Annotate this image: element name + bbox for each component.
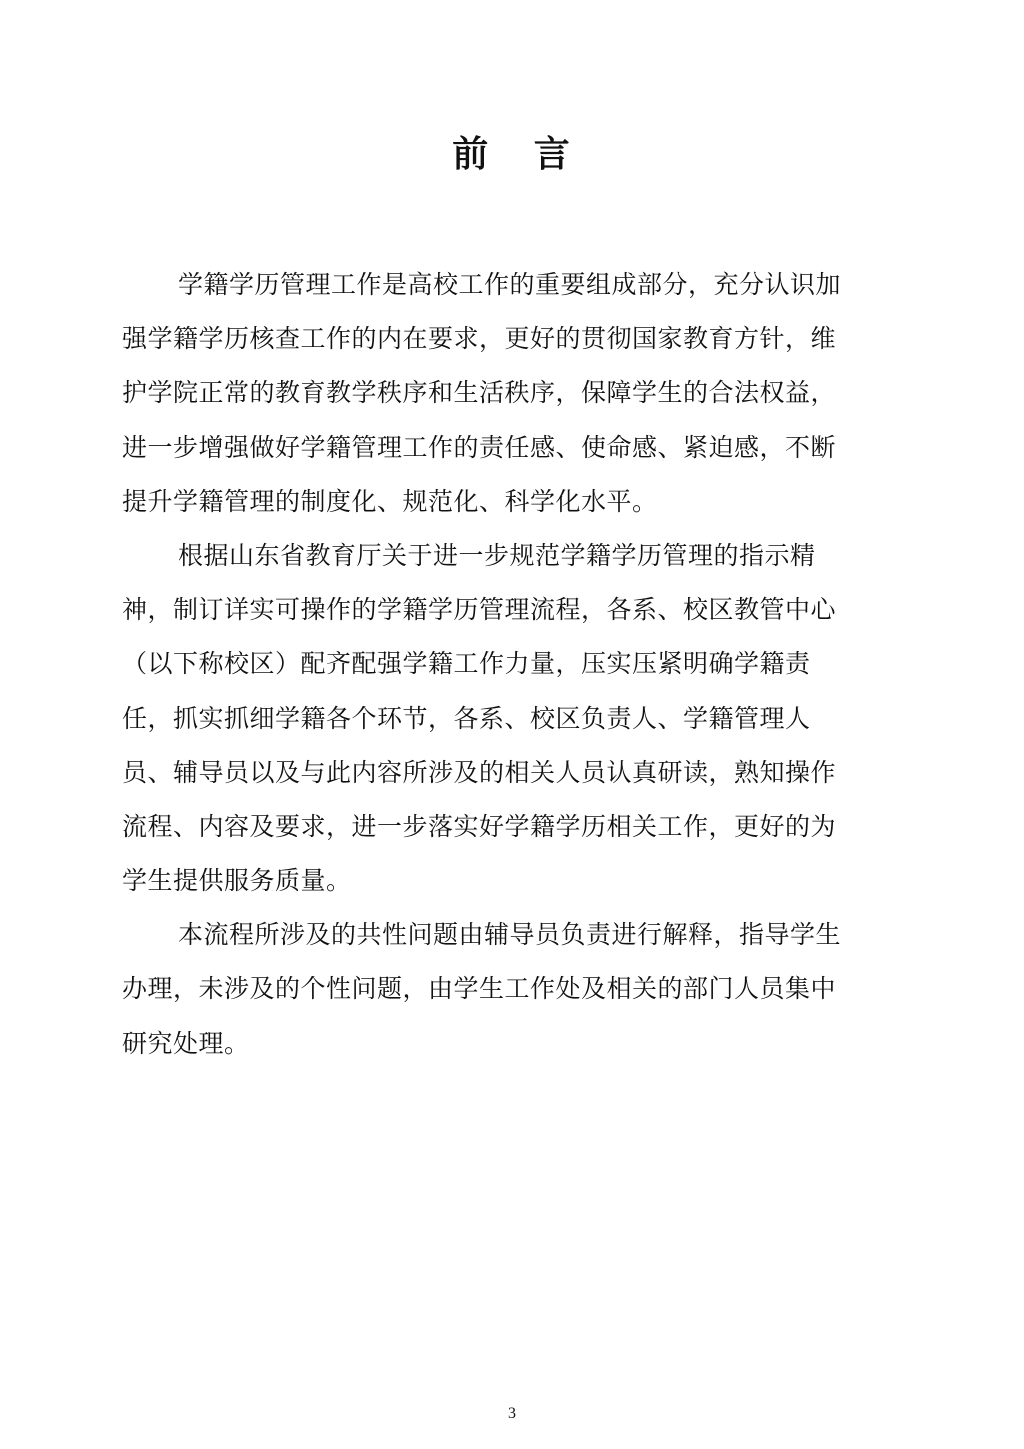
paragraph-2-line-6: 流程、内容及要求，进一步落实好学籍学历相关工作，更好的为 xyxy=(122,811,837,841)
paragraph-1-line-2: 强学籍学历核查工作的内在要求，更好的贯彻国家教育方针，维 xyxy=(122,324,837,354)
paragraph-2-line-1: 根据山东省教育厅关于进一步规范学籍学历管理的指示精 xyxy=(178,540,816,570)
page-number: 3 xyxy=(508,1405,516,1422)
paragraph-2-line-2: 神，制订详实可操作的学籍学历管理流程，各系、校区教管中心 xyxy=(122,595,837,625)
paragraph-3-line-3: 研究处理。 xyxy=(122,1028,250,1058)
paragraph-2-line-3: （以下称校区）配齐配强学籍工作力量，压实压紧明确学籍责 xyxy=(122,649,811,679)
paragraph-1-line-1: 学籍学历管理工作是高校工作的重要组成部分，充分认识加 xyxy=(178,270,842,299)
paragraph-3-line-2: 办理，未涉及的个性问题，由学生工作处及相关的部门人员集中 xyxy=(122,974,837,1004)
paragraph-2-line-7: 学生提供服务质量。 xyxy=(122,866,352,896)
paragraph-2-line-5: 员、辅导员以及与此内容所涉及的相关人员认真研读，熟知操作 xyxy=(122,757,837,787)
document-body xyxy=(122,258,902,1071)
paragraph-2-line-4: 任，抓实抓细学籍各个环节，各系、校区负责人、学籍管理人 xyxy=(122,703,811,733)
page-title: 前 言 xyxy=(452,133,572,175)
paragraph-3-line-1: 本流程所涉及的共性问题由辅导员负责进行解释，指导学生 xyxy=(178,920,842,950)
paragraph-1-line-4: 进一步增强做好学籍管理工作的责任感、使命感、紧迫感，不断 xyxy=(122,432,837,462)
paragraph-1-line-3: 护学院正常的教育教学秩序和生活秩序，保障学生的合法权益， xyxy=(122,378,837,408)
paragraph-1-line-5: 提升学籍管理的制度化、规范化、科学化水平。 xyxy=(122,486,658,516)
